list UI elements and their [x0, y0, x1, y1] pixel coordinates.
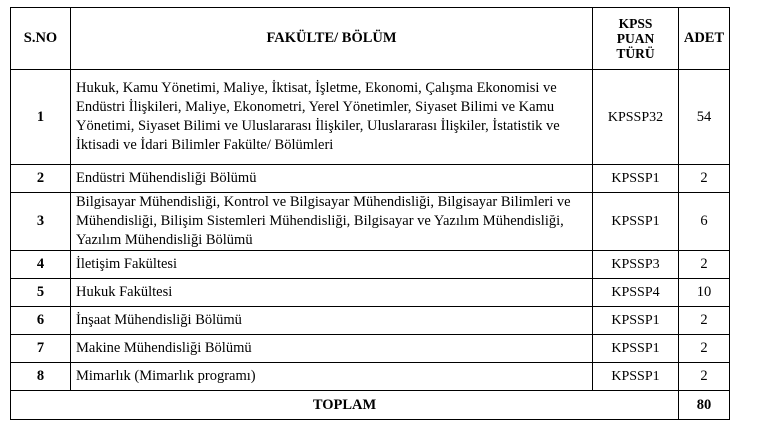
table-row	[11, 335, 730, 363]
row-sno: 1	[11, 70, 71, 165]
row-score-type: KPSSP1	[593, 335, 679, 363]
table-row	[11, 307, 730, 335]
row-sno: 5	[11, 279, 71, 307]
row-score-type: KPSSP1	[593, 165, 679, 193]
table-row	[11, 165, 730, 193]
row-sno: 3	[11, 193, 71, 251]
row-count: 2	[679, 307, 730, 335]
table-row	[11, 279, 730, 307]
row-faculty: İnşaat Mühendisliği Bölümü	[71, 307, 593, 335]
row-score-type: KPSSP1	[593, 363, 679, 391]
row-faculty: Hukuk Fakültesi	[71, 279, 593, 307]
table-row	[11, 363, 730, 391]
row-count: 2	[679, 251, 730, 279]
header-kpss-line3: TÜRÜ	[616, 46, 655, 61]
row-score-type: KPSSP3	[593, 251, 679, 279]
row-sno: 2	[11, 165, 71, 193]
row-count: 6	[679, 193, 730, 251]
table-header-row	[11, 8, 730, 70]
row-score-type: KPSSP32	[593, 70, 679, 165]
row-sno: 4	[11, 251, 71, 279]
row-faculty: Bilgisayar Mühendisliği, Kontrol ve Bilgisayar Mühendisliği, Bilgisayar Bilimleri ve Mühendisliği, Bilişim Sistemleri Mühendisliği, Bilgisayar ve Yazılım Mühendisliği, Yazılım Mühendisliği Bölümü	[71, 193, 593, 251]
header-kpss-line2: PUAN	[616, 31, 655, 46]
row-faculty: İletişim Fakültesi	[71, 251, 593, 279]
row-count: 54	[679, 70, 730, 165]
row-count: 2	[679, 165, 730, 193]
faculty-quota-table	[10, 7, 730, 420]
table-row	[11, 70, 730, 165]
row-count: 10	[679, 279, 730, 307]
table-row	[11, 251, 730, 279]
header-faculty: FAKÜLTE/ BÖLÜM	[71, 8, 593, 70]
row-faculty: Mimarlık (Mimarlık programı)	[71, 363, 593, 391]
header-count: ADET	[679, 8, 730, 70]
row-count: 2	[679, 363, 730, 391]
total-count: 80	[679, 391, 730, 420]
header-kpss-line1: KPSS	[618, 16, 653, 31]
table-row	[11, 193, 730, 251]
total-label: TOPLAM	[11, 391, 679, 420]
row-score-type: KPSSP1	[593, 193, 679, 251]
row-sno: 7	[11, 335, 71, 363]
header-sno: S.NO	[11, 8, 71, 70]
row-faculty: Hukuk, Kamu Yönetimi, Maliye, İktisat, İşletme, Ekonomi, Çalışma Ekonomisi ve Endüstri İlişkileri, Maliye, Ekonometri, Yerel Yönetimler, Siyaset Bilimi ve Kamu Yönetimi, Siyaset Bilimi ve Uluslararası İlişkiler, Uluslararası İlişkiler, İstatistik ve İktisadi ve İdari Bilimler Fakülte/ Bölümleri	[71, 70, 593, 165]
row-score-type: KPSSP4	[593, 279, 679, 307]
row-sno: 6	[11, 307, 71, 335]
row-faculty: Endüstri Mühendisliği Bölümü	[71, 165, 593, 193]
row-sno: 8	[11, 363, 71, 391]
table-total-row	[11, 391, 730, 420]
row-count: 2	[679, 335, 730, 363]
row-score-type: KPSSP1	[593, 307, 679, 335]
row-faculty: Makine Mühendisliği Bölümü	[71, 335, 593, 363]
header-kpss-score-type	[593, 8, 679, 70]
